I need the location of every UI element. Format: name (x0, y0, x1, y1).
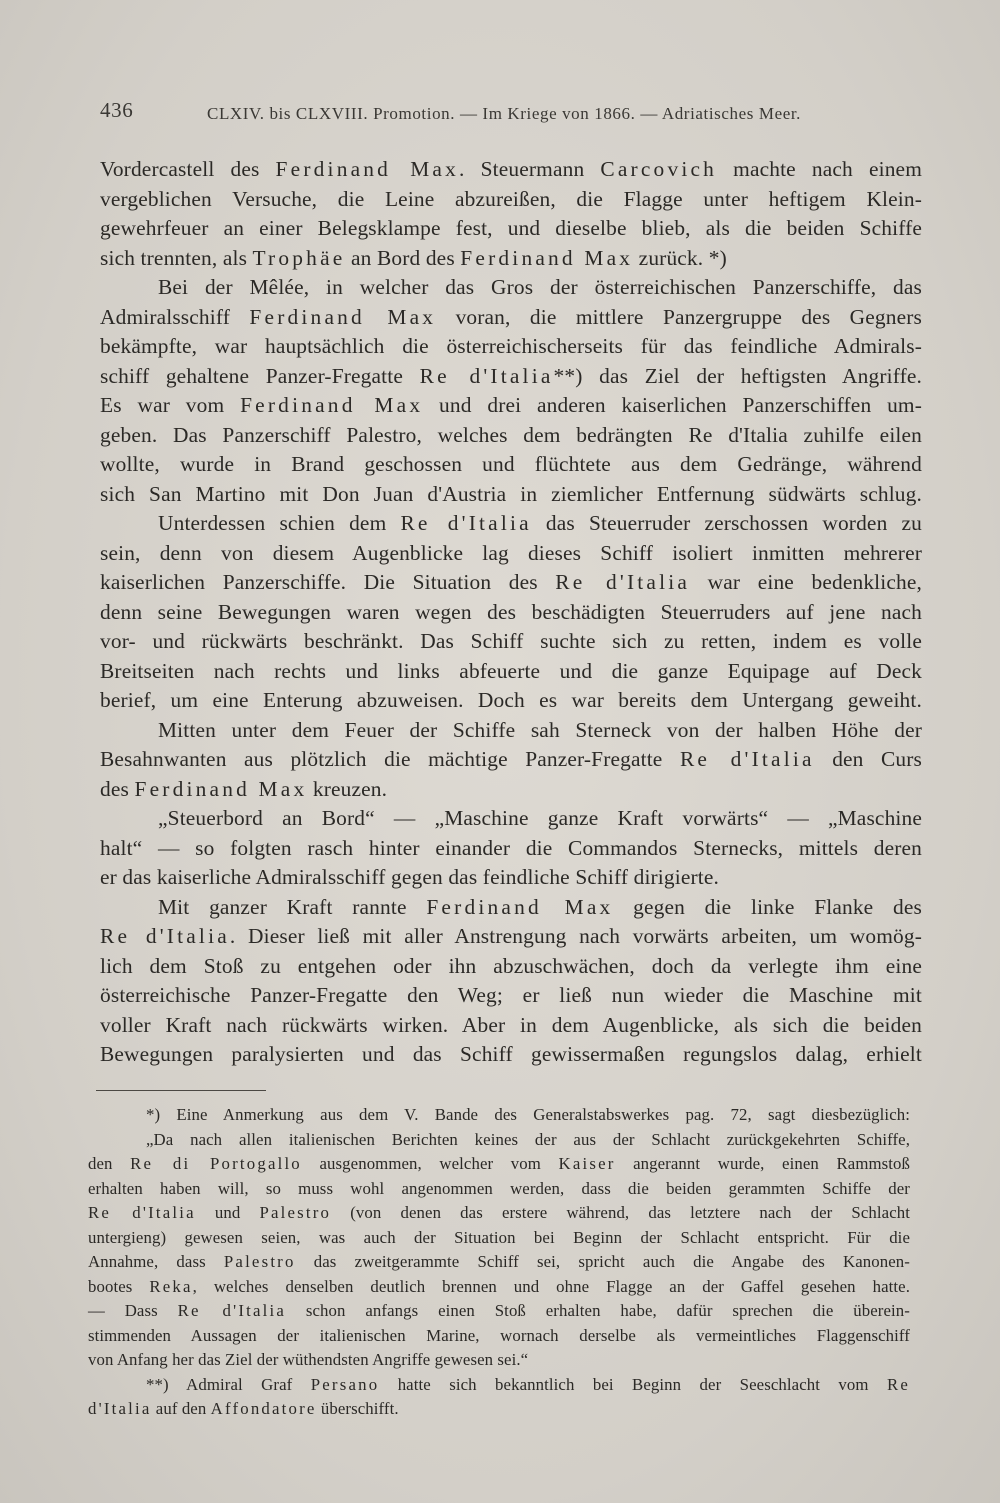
text-line: sich trennten, als Trophäe an Bord des Ferdinand Max zurück. *) (100, 245, 727, 270)
footnote-line: „Da nach allen italienischen Berichten keines der aus der Schlacht zurückgekehrten Schiffe, (146, 1129, 910, 1149)
text-line: Bewegungen paralysierten und das Schiff gewissermaßen regungslos dalag, erhielt (100, 1042, 922, 1066)
text-line: Mitten unter dem Feuer der Schiffe sah Sterneck von der halben Höhe der (158, 717, 922, 742)
text-line: voller Kraft nach rückwärts wirken. Aber in dem Augenblicke, als sich die beiden (100, 1012, 922, 1037)
footnote-line: Annahme, dass Palestro das zweitgerammte Schiff sei, spricht auch die Angabe des Kanonen- (88, 1252, 910, 1271)
text-line: geben. Das Panzerschiff Palestro, welches dem bedrängten Re d'Italia zuhilfe eilen (100, 422, 922, 447)
spaced-name: Carcovich (600, 157, 718, 181)
running-head: CLXIV. bis CLXVIII. Promotion. — Im Kriege von 1866. — Adriatisches Meer. (207, 104, 802, 123)
spaced-name: Re d'Italia (679, 747, 815, 771)
spaced-name: Ferdinand Max (249, 304, 437, 329)
footnote-line: bootes Reka, welches denselben deutlich brennen und ohne Flagge an der Gaffel gesehen hatte. (88, 1276, 910, 1296)
footnote-line: **) Admiral Graf Persano hatte sich bekanntlich bei Beginn der Seeschlacht vom Re (146, 1374, 910, 1394)
footnote-line: stimmenden Aussagen der italienischen Marine, wornach derselbe als vermeintliches Flaggenschiff (88, 1325, 910, 1345)
text-line: er das kaiserliche Admiralsschiff gegen das feindliche Schiff dirigierte. (100, 865, 719, 889)
text-line: bekämpfte, war hauptsächlich die österreichischerseits für das feindliche Admirals- (100, 334, 922, 358)
footnote-line: d'Italia auf den Affondatore überschifft. (88, 1399, 399, 1418)
spaced-name: Affondatore (210, 1399, 317, 1418)
spaced-name: Persano (310, 1374, 380, 1394)
spaced-name: Palestro (259, 1203, 332, 1222)
spaced-name: Trophäe (252, 245, 346, 270)
spaced-name: Kaiser (558, 1154, 616, 1173)
spaced-name: Re d'Italia (555, 570, 691, 594)
main-text (100, 155, 922, 1070)
text-line: sich San Martino mit Don Juan d'Austria in ziemlicher Entfernung südwärts schlug. (100, 481, 922, 506)
spaced-name: Ferdinand Max (134, 776, 308, 801)
spaced-name: Re di Portogallo (130, 1154, 302, 1173)
text-line: berief, um eine Enterung abzuweisen. Doch es war bereits dem Untergang geweiht. (100, 688, 922, 712)
spaced-name: Ferdinand Max (240, 393, 424, 417)
spaced-name: Ferdinand Max (460, 245, 634, 270)
footnote-line: den Re di Portogallo ausgenommen, welcher vom Kaiser angerannt wurde, einen Rammstoß (88, 1154, 910, 1173)
spaced-name: d'Italia (88, 1399, 152, 1418)
text-line: vor- und rückwärts beschränkt. Das Schiff suchte sich zu retten, indem es volle (100, 629, 922, 653)
spaced-name: Re d'Italia (88, 1203, 196, 1222)
spaced-name: Reka (149, 1276, 193, 1296)
text-line: Re d'Italia. Dieser ließ mit aller Anstrengung nach vorwärts arbeiten, um womög- (100, 924, 922, 948)
footnote-line: Re d'Italia und Palestro (von denen das erstere während, das letztere nach der Schlacht (88, 1203, 910, 1222)
text-line: „Steuerbord an Bord“ — „Maschine ganze Kraft vorwärts“ — „Maschine (158, 806, 922, 830)
footnotes (88, 1103, 910, 1422)
spaced-name: Re d'Italia (177, 1301, 287, 1320)
footnote-line: von Anfang her das Ziel der wüthendsten Angriffe gewesen sei.“ (88, 1350, 529, 1369)
text-line: des Ferdinand Max kreuzen. (100, 776, 388, 801)
text-line: kaiserlichen Panzerschiffe. Die Situation des Re d'Italia war eine bedenkliche, (100, 570, 922, 594)
footnote-line: untergieng) gewesen seien, was auch der Situation bei Beginn der Schlacht entspricht. Für die (88, 1227, 910, 1247)
text-line: gewehrfeuer an einer Belegsklampe fest, und dieselbe blieb, als die beiden Schiffe (100, 216, 922, 240)
text-line: Mit ganzer Kraft rannte Ferdinand Max gegen die linke Flanke des (158, 894, 922, 919)
text-line: lich dem Stoß zu entgehen oder ihn abzuschwächen, doch da verlegte ihm eine (100, 953, 922, 978)
text-line: Unterdessen schien dem Re d'Italia das Steuerruder zerschossen worden zu (158, 511, 922, 535)
text-line: wollte, wurde in Brand geschossen und flüchtete aus dem Gedränge, während (100, 452, 922, 476)
text-line: halt“ — so folgten rasch hinter einander die Commandos Sternecks, mittels deren (100, 835, 922, 860)
text-line: sein, denn von diesem Augenblicke lag dieses Schiff isoliert inmitten mehrerer (100, 540, 922, 565)
text-line: Bei der Mêlée, in welcher das Gros der österreichischen Panzerschiffe, das (158, 275, 922, 299)
spaced-name: Ferdinand Max (275, 157, 460, 181)
page-header (100, 98, 900, 132)
text-line: österreichische Panzer-Fregatte den Weg; er ließ nun wieder die Maschine mit (100, 983, 922, 1007)
text-line: Vordercastell des Ferdinand Max. Steuermann Carcovich machte nach einem (100, 157, 922, 181)
spaced-name: Re d'Italia (419, 363, 554, 388)
page-number: 436 (100, 98, 134, 122)
footnote-line: *) Eine Anmerkung aus dem V. Bande des Generalstabswerkes pag. 72, sagt diesbezüglich: (146, 1105, 910, 1124)
text-line: denn seine Bewegungen waren wegen des beschädigten Steuerruders auf jene nach (100, 599, 922, 624)
text-line: Besahnwanten aus plötzlich die mächtige Panzer-Fregatte Re d'Italia den Curs (100, 747, 923, 771)
footnote-separator (96, 1090, 266, 1091)
text-line: Es war vom Ferdinand Max und drei anderen kaiserlichen Panzerschiffen um- (100, 393, 922, 417)
spaced-name: Re d'Italia (100, 924, 230, 948)
text-line: Admiralsschiff Ferdinand Max voran, die mittlere Panzergruppe des Gegners (100, 304, 922, 329)
spaced-name: Re d'Italia (400, 511, 532, 535)
footnote-line: — Dass Re d'Italia schon anfangs einen Stoß erhalten habe, dafür sprechen die überein- (88, 1301, 910, 1320)
text-line: vergeblichen Versuche, die Leine abzureißen, die Flagge unter heftigem Klein- (100, 186, 922, 211)
footnote-line: erhalten haben will, so muss wohl angenommen werden, dass die beiden gerammten Schiffe der (88, 1178, 910, 1198)
spaced-name: Palestro (223, 1252, 296, 1271)
text-line: schiff gehaltene Panzer-Fregatte Re d'Italia**) das Ziel der heftigsten Angriffe. (100, 363, 922, 388)
spaced-name: Re (886, 1374, 910, 1394)
text-line: Breitseiten nach rechts und links abfeuerte und die ganze Equipage auf Deck (100, 658, 922, 683)
spaced-name: Ferdinand Max (426, 894, 614, 919)
